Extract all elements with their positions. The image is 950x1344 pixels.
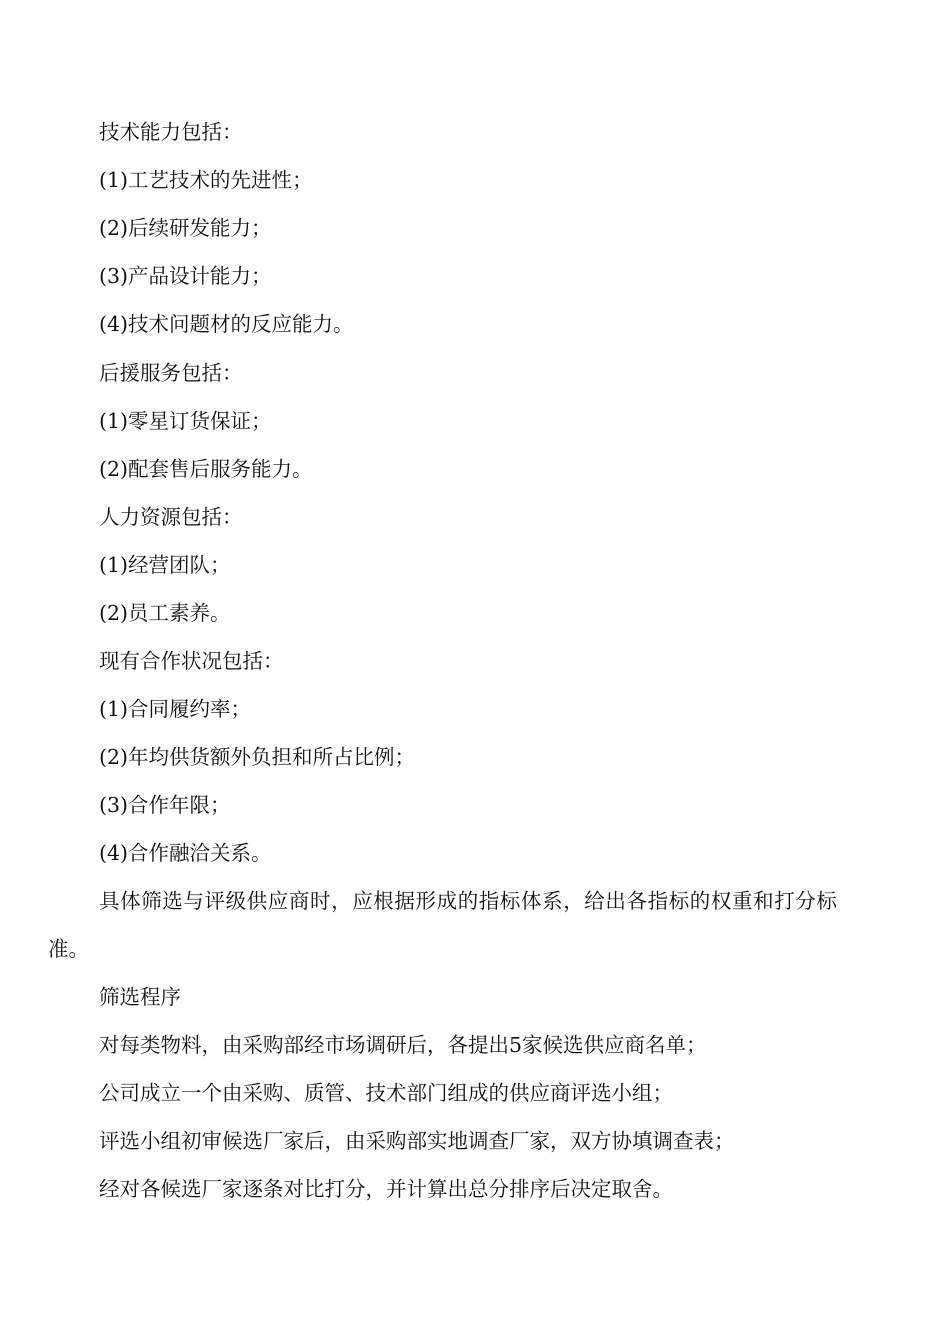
list-item: (4)技术问题材的反应能力。 bbox=[99, 312, 354, 336]
list-item: (3)产品设计能力； bbox=[99, 264, 272, 288]
procedure-step: 对每类物料，由采购部经市场调研后，各提出5家候选供应商名单； bbox=[99, 1033, 707, 1057]
section-heading-support: 后援服务包括： bbox=[99, 361, 243, 385]
list-item: (1)零星订货保证； bbox=[99, 409, 272, 433]
list-item: (3)合作年限； bbox=[99, 793, 231, 817]
paragraph-criteria-continued: 准。 bbox=[48, 937, 89, 961]
procedure-step: 评选小组初审候选厂家后，由采购部实地调查厂家，双方协填调查表； bbox=[99, 1129, 735, 1153]
list-item: (4)合作融洽关系。 bbox=[99, 841, 272, 865]
list-item: (1)工艺技术的先进性； bbox=[99, 168, 313, 192]
list-item: (2)配套售后服务能力。 bbox=[99, 457, 313, 481]
section-heading-procedure: 筛选程序 bbox=[99, 985, 181, 1009]
paragraph-criteria: 具体筛选与评级供应商时，应根据形成的指标体系，给出各指标的权重和打分标 bbox=[99, 889, 838, 913]
list-item: (1)经营团队； bbox=[99, 553, 231, 577]
list-item: (2)员工素养。 bbox=[99, 601, 231, 625]
section-heading-technical: 技术能力包括： bbox=[99, 120, 243, 144]
section-heading-hr: 人力资源包括： bbox=[99, 505, 243, 529]
procedure-step: 公司成立一个由采购、质管、技术部门组成的供应商评选小组； bbox=[99, 1081, 673, 1105]
list-item: (2)后续研发能力； bbox=[99, 216, 272, 240]
section-heading-cooperation: 现有合作状况包括： bbox=[99, 649, 284, 673]
procedure-step: 经对各候选厂家逐条对比打分，并计算出总分排序后决定取舍。 bbox=[99, 1177, 673, 1201]
list-item: (2)年均供货额外负担和所占比例； bbox=[99, 745, 416, 769]
list-item: (1)合同履约率； bbox=[99, 697, 252, 721]
